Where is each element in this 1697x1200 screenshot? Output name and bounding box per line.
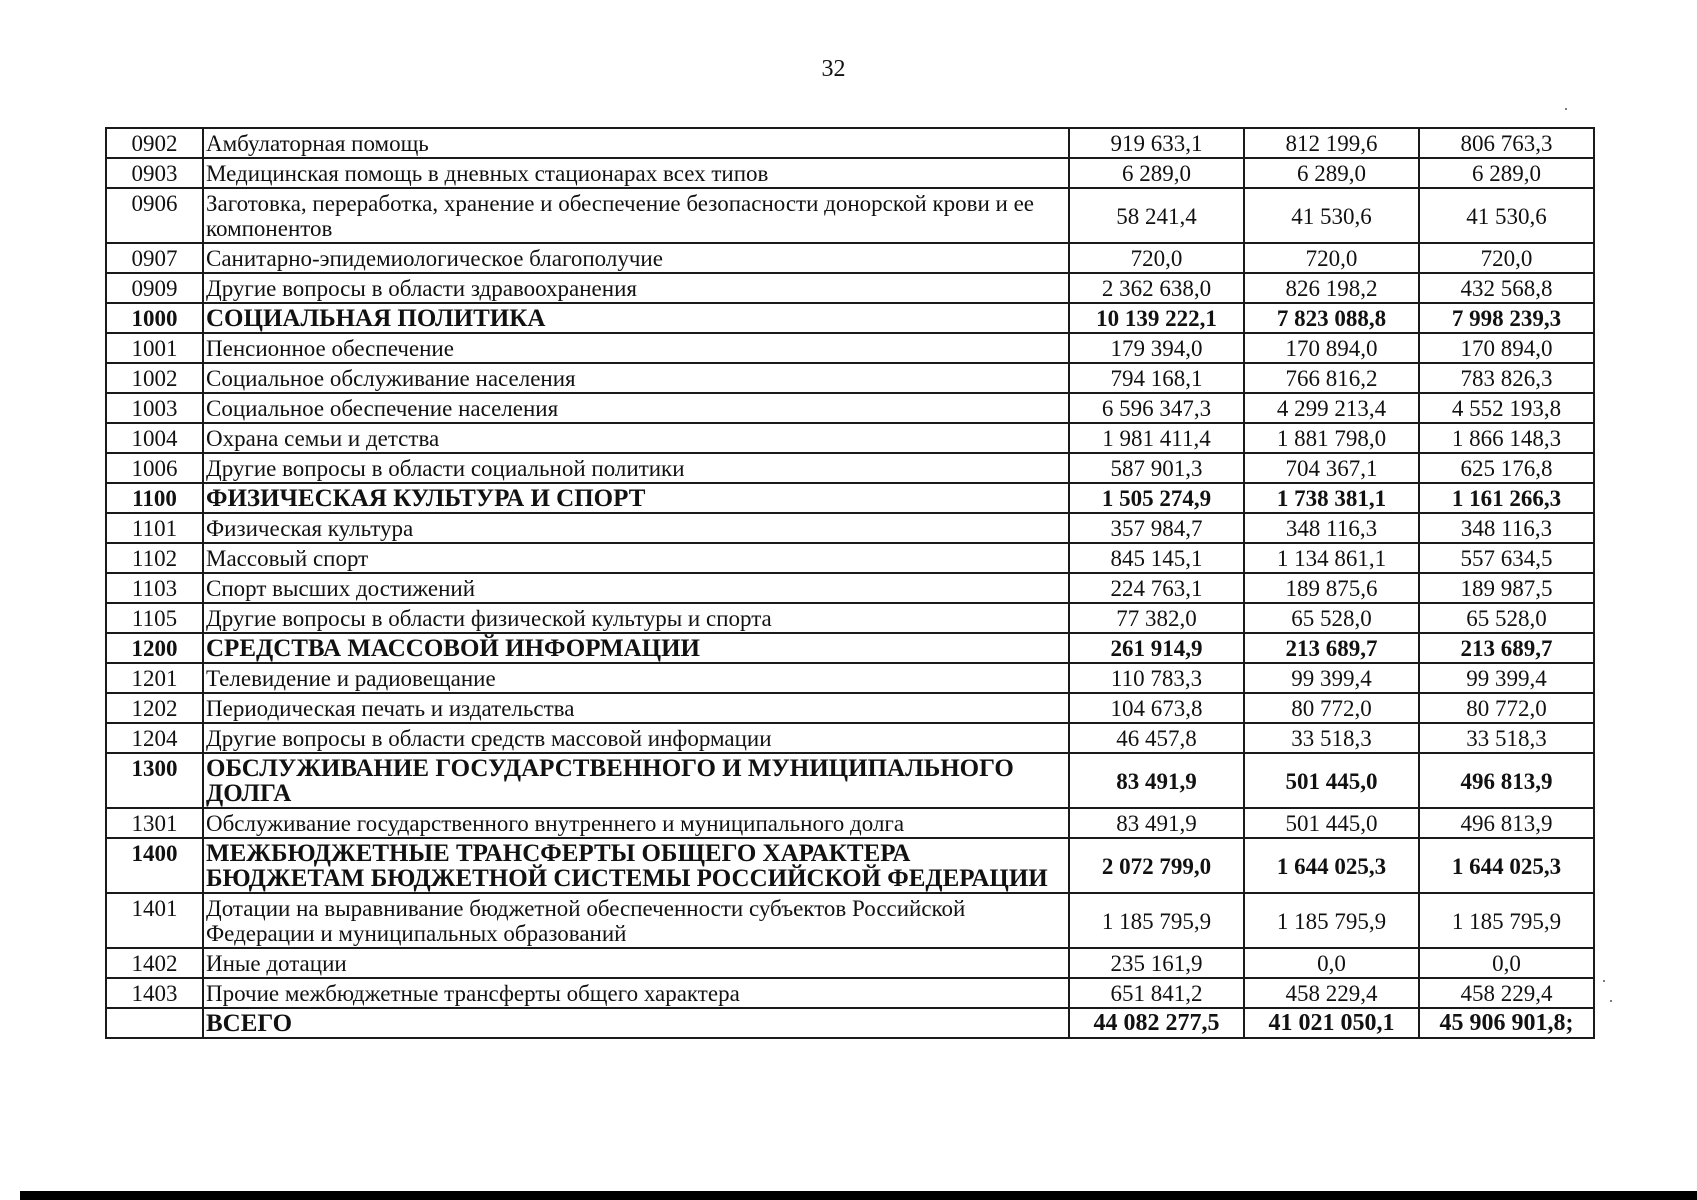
row-code: 0907 — [106, 243, 203, 273]
row-value-2: 41 530,6 — [1244, 188, 1419, 243]
row-code: 1301 — [106, 808, 203, 838]
row-value-1: 1 981 411,4 — [1069, 423, 1244, 453]
row-name: Периодическая печать и издательства — [203, 693, 1069, 723]
row-code: 1000 — [106, 303, 203, 333]
row-value-2: 501 445,0 — [1244, 753, 1419, 808]
table-row — [106, 393, 1594, 423]
row-value-2: 348 116,3 — [1244, 513, 1419, 543]
table-row — [106, 128, 1594, 158]
row-name: Другие вопросы в области физической культуры и спорта — [203, 603, 1069, 633]
row-name: Обслуживание государственного внутреннего и муниципального долга — [203, 808, 1069, 838]
row-value-2: 6 289,0 — [1244, 158, 1419, 188]
row-code: 1002 — [106, 363, 203, 393]
row-code: 0906 — [106, 188, 203, 243]
row-value-1: 6 596 347,3 — [1069, 393, 1244, 423]
row-name: Массовый спорт — [203, 543, 1069, 573]
row-name: Медицинская помощь в дневных стационарах всех типов — [203, 158, 1069, 188]
row-value-1: 845 145,1 — [1069, 543, 1244, 573]
row-value-3: 170 894,0 — [1419, 333, 1594, 363]
row-code: 1202 — [106, 693, 203, 723]
section-row — [106, 303, 1594, 333]
row-name: Физическая культура — [203, 513, 1069, 543]
row-value-2: 826 198,2 — [1244, 273, 1419, 303]
section-row — [106, 483, 1594, 513]
row-value-2: 1 881 798,0 — [1244, 423, 1419, 453]
row-value-3: 189 987,5 — [1419, 573, 1594, 603]
row-value-1: 58 241,4 — [1069, 188, 1244, 243]
section-row — [106, 633, 1594, 663]
row-name: ФИЗИЧЕСКАЯ КУЛЬТУРА И СПОРТ — [203, 483, 1069, 513]
row-value-2: 41 021 050,1 — [1244, 1008, 1419, 1038]
table-row — [106, 513, 1594, 543]
row-value-1: 83 491,9 — [1069, 753, 1244, 808]
table-row — [106, 423, 1594, 453]
row-value-1: 6 289,0 — [1069, 158, 1244, 188]
row-code: 1004 — [106, 423, 203, 453]
row-value-1: 179 394,0 — [1069, 333, 1244, 363]
row-value-3: 80 772,0 — [1419, 693, 1594, 723]
row-code — [106, 1008, 203, 1038]
row-value-3: 4 552 193,8 — [1419, 393, 1594, 423]
row-name: СОЦИАЛЬНАЯ ПОЛИТИКА — [203, 303, 1069, 333]
row-code: 1003 — [106, 393, 203, 423]
row-code: 1006 — [106, 453, 203, 483]
row-value-2: 1 644 025,3 — [1244, 838, 1419, 893]
row-name: Другие вопросы в области средств массовой информации — [203, 723, 1069, 753]
table-row — [106, 333, 1594, 363]
row-value-3: 7 998 239,3 — [1419, 303, 1594, 333]
row-value-1: 83 491,9 — [1069, 808, 1244, 838]
row-name: СРЕДСТВА МАССОВОЙ ИНФОРМАЦИИ — [203, 633, 1069, 663]
row-value-1: 235 161,9 — [1069, 948, 1244, 978]
row-name: Охрана семьи и детства — [203, 423, 1069, 453]
row-value-1: 44 082 277,5 — [1069, 1008, 1244, 1038]
row-value-3: 783 826,3 — [1419, 363, 1594, 393]
row-code: 1001 — [106, 333, 203, 363]
row-value-2: 812 199,6 — [1244, 128, 1419, 158]
row-value-3: 65 528,0 — [1419, 603, 1594, 633]
row-code: 1100 — [106, 483, 203, 513]
table-row — [106, 948, 1594, 978]
row-value-2: 501 445,0 — [1244, 808, 1419, 838]
table-row — [106, 693, 1594, 723]
row-value-3: 806 763,3 — [1419, 128, 1594, 158]
row-value-3: 33 518,3 — [1419, 723, 1594, 753]
row-code: 0902 — [106, 128, 203, 158]
row-value-3: 720,0 — [1419, 243, 1594, 273]
scan-speck — [1610, 1000, 1612, 1002]
row-value-1: 357 984,7 — [1069, 513, 1244, 543]
row-value-1: 651 841,2 — [1069, 978, 1244, 1008]
table-row — [106, 603, 1594, 633]
table-row — [106, 723, 1594, 753]
table-row — [106, 978, 1594, 1008]
scan-speck — [1603, 980, 1605, 982]
row-name: Заготовка, переработка, хранение и обеспечение безопасности донорской крови и ее компонентов — [203, 188, 1069, 243]
row-value-1: 10 139 222,1 — [1069, 303, 1244, 333]
row-value-2: 4 299 213,4 — [1244, 393, 1419, 423]
row-value-2: 213 689,7 — [1244, 633, 1419, 663]
row-code: 1402 — [106, 948, 203, 978]
row-code: 1401 — [106, 893, 203, 948]
row-value-3: 625 176,8 — [1419, 453, 1594, 483]
row-value-2: 99 399,4 — [1244, 663, 1419, 693]
row-name: ВСЕГО — [203, 1008, 1069, 1038]
row-value-1: 794 168,1 — [1069, 363, 1244, 393]
row-name: Социальное обслуживание населения — [203, 363, 1069, 393]
row-value-1: 587 901,3 — [1069, 453, 1244, 483]
row-value-2: 7 823 088,8 — [1244, 303, 1419, 333]
row-value-3: 41 530,6 — [1419, 188, 1594, 243]
table-row — [106, 543, 1594, 573]
row-value-2: 189 875,6 — [1244, 573, 1419, 603]
row-code: 1200 — [106, 633, 203, 663]
row-code: 1201 — [106, 663, 203, 693]
row-code: 0909 — [106, 273, 203, 303]
section-row — [106, 753, 1594, 808]
row-value-3: 458 229,4 — [1419, 978, 1594, 1008]
row-value-1: 261 914,9 — [1069, 633, 1244, 663]
row-value-2: 704 367,1 — [1244, 453, 1419, 483]
row-value-3: 99 399,4 — [1419, 663, 1594, 693]
row-value-1: 919 633,1 — [1069, 128, 1244, 158]
row-code: 0903 — [106, 158, 203, 188]
total-row — [106, 1008, 1594, 1038]
row-value-1: 2 072 799,0 — [1069, 838, 1244, 893]
row-name: Другие вопросы в области социальной политики — [203, 453, 1069, 483]
row-name: Пенсионное обеспечение — [203, 333, 1069, 363]
row-code: 1204 — [106, 723, 203, 753]
row-name: Социальное обеспечение населения — [203, 393, 1069, 423]
row-value-1: 1 505 274,9 — [1069, 483, 1244, 513]
row-value-1: 46 457,8 — [1069, 723, 1244, 753]
row-code: 1105 — [106, 603, 203, 633]
row-name: Прочие межбюджетные трансферты общего характера — [203, 978, 1069, 1008]
row-name: Телевидение и радиовещание — [203, 663, 1069, 693]
row-name: ОБСЛУЖИВАНИЕ ГОСУДАРСТВЕННОГО И МУНИЦИПАЛЬНОГО ДОЛГА — [203, 753, 1069, 808]
row-value-3: 6 289,0 — [1419, 158, 1594, 188]
row-value-1: 720,0 — [1069, 243, 1244, 273]
row-value-3: 348 116,3 — [1419, 513, 1594, 543]
row-value-1: 224 763,1 — [1069, 573, 1244, 603]
row-value-1: 104 673,8 — [1069, 693, 1244, 723]
row-value-3: 496 813,9 — [1419, 753, 1594, 808]
row-code: 1403 — [106, 978, 203, 1008]
row-value-3: 1 161 266,3 — [1419, 483, 1594, 513]
row-value-2: 766 816,2 — [1244, 363, 1419, 393]
section-row — [106, 838, 1594, 893]
row-code: 1300 — [106, 753, 203, 808]
table-row — [106, 808, 1594, 838]
row-name: Дотации на выравнивание бюджетной обеспеченности субъектов Российской Федерации и муниципальных образований — [203, 893, 1069, 948]
row-value-2: 1 185 795,9 — [1244, 893, 1419, 948]
row-value-2: 170 894,0 — [1244, 333, 1419, 363]
row-value-1: 110 783,3 — [1069, 663, 1244, 693]
row-code: 1400 — [106, 838, 203, 893]
row-value-2: 65 528,0 — [1244, 603, 1419, 633]
table-row — [106, 363, 1594, 393]
row-value-3: 1 866 148,3 — [1419, 423, 1594, 453]
scan-edge-bar — [20, 1191, 1697, 1200]
scan-speck — [1565, 108, 1567, 110]
row-value-1: 77 382,0 — [1069, 603, 1244, 633]
row-value-2: 1 134 861,1 — [1244, 543, 1419, 573]
row-name: Другие вопросы в области здравоохранения — [203, 273, 1069, 303]
row-code: 1101 — [106, 513, 203, 543]
row-name: Санитарно-эпидемиологическое благополучие — [203, 243, 1069, 273]
row-value-3: 1 185 795,9 — [1419, 893, 1594, 948]
row-value-2: 0,0 — [1244, 948, 1419, 978]
table-row — [106, 663, 1594, 693]
row-value-2: 1 738 381,1 — [1244, 483, 1419, 513]
row-value-1: 1 185 795,9 — [1069, 893, 1244, 948]
table-row — [106, 243, 1594, 273]
row-value-1: 2 362 638,0 — [1069, 273, 1244, 303]
table-row — [106, 453, 1594, 483]
row-value-3: 0,0 — [1419, 948, 1594, 978]
table-row — [106, 188, 1594, 243]
row-name: Спорт высших достижений — [203, 573, 1069, 603]
row-value-3: 213 689,7 — [1419, 633, 1594, 663]
row-value-3: 496 813,9 — [1419, 808, 1594, 838]
page-number: 32 — [821, 56, 846, 82]
row-value-2: 80 772,0 — [1244, 693, 1419, 723]
row-value-3: 432 568,8 — [1419, 273, 1594, 303]
row-code: 1102 — [106, 543, 203, 573]
table-row — [106, 158, 1594, 188]
row-code: 1103 — [106, 573, 203, 603]
row-name: МЕЖБЮДЖЕТНЫЕ ТРАНСФЕРТЫ ОБЩЕГО ХАРАКТЕРА БЮДЖЕТАМ БЮДЖЕТНОЙ СИСТЕМЫ РОССИЙСКОЙ ФЕДЕРАЦИИ — [203, 838, 1069, 893]
row-value-3: 1 644 025,3 — [1419, 838, 1594, 893]
row-value-3: 45 906 901,8; — [1419, 1008, 1594, 1038]
table-body — [106, 128, 1594, 1038]
row-name: Иные дотации — [203, 948, 1069, 978]
row-value-2: 458 229,4 — [1244, 978, 1419, 1008]
budget-table — [105, 127, 1595, 1039]
table-row — [106, 273, 1594, 303]
row-name: Амбулаторная помощь — [203, 128, 1069, 158]
row-value-2: 33 518,3 — [1244, 723, 1419, 753]
table-row — [106, 893, 1594, 948]
row-value-2: 720,0 — [1244, 243, 1419, 273]
row-value-3: 557 634,5 — [1419, 543, 1594, 573]
table-row — [106, 573, 1594, 603]
